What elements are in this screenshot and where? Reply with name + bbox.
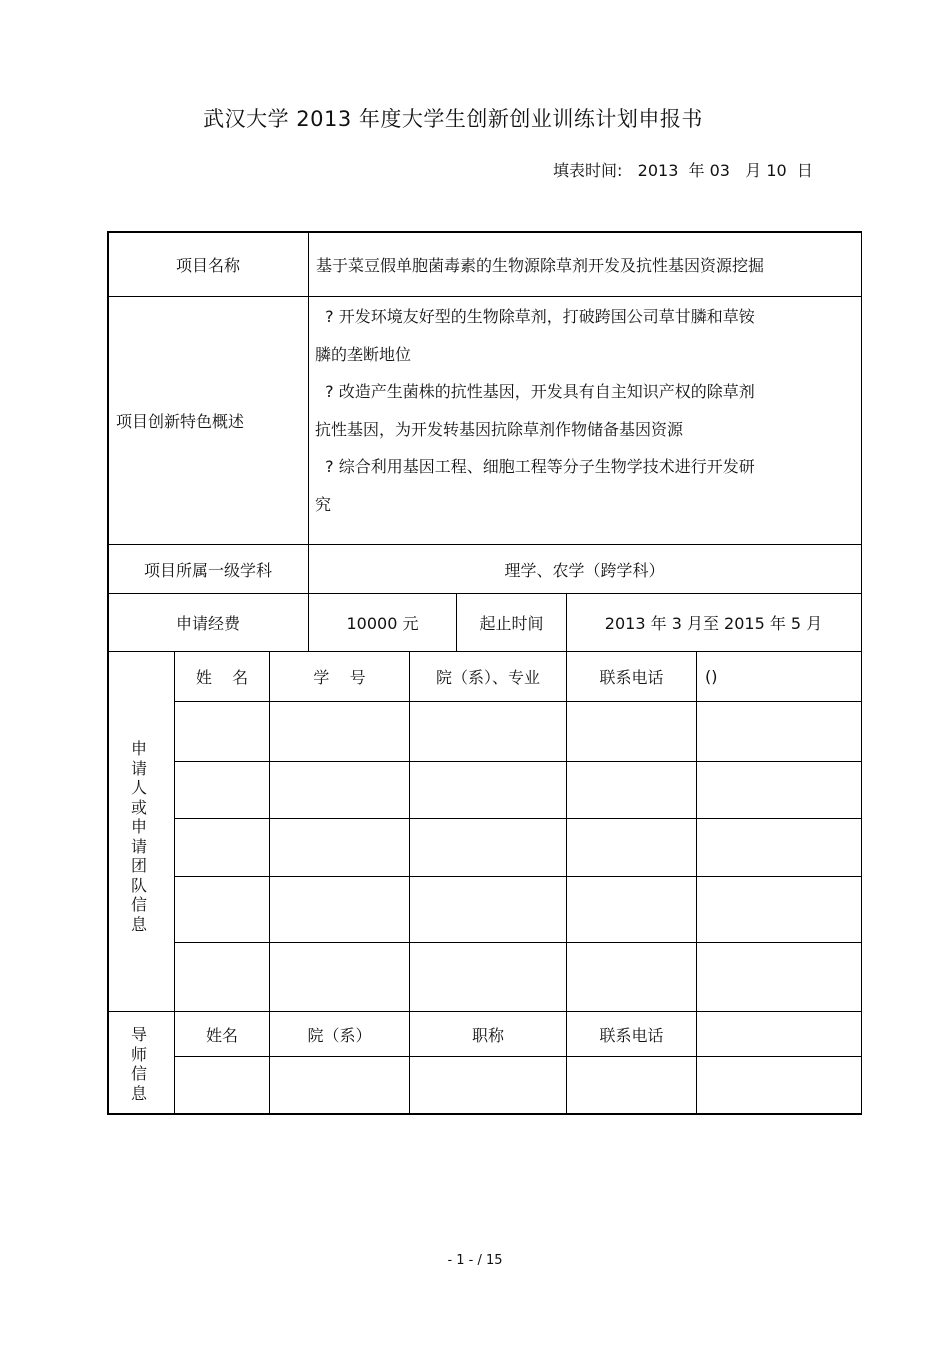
grid-line <box>174 876 862 877</box>
applicant-header-name: 姓 名 <box>195 668 249 687</box>
advisor-side-label: 导师信息 <box>130 1025 147 1103</box>
discipline-value: 理学、农学（跨学科） <box>504 560 665 580</box>
project-name-label: 项目名称 <box>175 255 240 275</box>
advisor-header-department: 院（系） <box>307 1025 372 1045</box>
feature-line: 究 <box>315 494 332 514</box>
page-number: - 1 - / 15 <box>447 1253 503 1268</box>
applicants-side-label: 申请人或申请团队信息 <box>130 739 147 934</box>
grid-line <box>174 701 862 702</box>
fill-date: 填表时间: 2013 年 03 月 10 日 <box>553 161 813 180</box>
advisor-header-phone: 联系电话 <box>599 1025 664 1045</box>
feature-line: ? 开发环境友好型的生物除草剂，打破跨国公司草甘膦和草铵 <box>315 307 755 326</box>
grid-line <box>174 818 862 819</box>
applicant-header-phone: 联系电话 <box>599 668 664 687</box>
table-border-right <box>861 231 863 1114</box>
innovation-features-text <box>315 298 845 524</box>
feature-line: 膦的垄断地位 <box>315 344 412 364</box>
applicant-header-extra: () <box>705 667 718 686</box>
project-name-value: 基于菜豆假单胞菌毒素的生物源除草剂开发及抗性基因资源挖掘 <box>316 255 765 275</box>
advisor-header-extra <box>697 1012 860 1056</box>
advisor-header-title: 职称 <box>471 1025 504 1045</box>
innovation-features-label: 项目创新特色概述 <box>116 412 245 431</box>
grid-line <box>174 1056 862 1057</box>
feature-line: ? 综合利用基因工程、细胞工程等分子生物学技术进行开发研 <box>315 457 755 477</box>
feature-line: 抗性基因，为开发转基因抗除草剂作物储备基因资源 <box>315 419 684 439</box>
applicant-header-student-id: 学 号 <box>313 668 366 687</box>
funding-value: 10000 元 <box>346 614 419 633</box>
grid-line <box>174 761 862 762</box>
period-label: 起止时间 <box>479 614 544 633</box>
grid-line <box>174 942 862 943</box>
feature-line: ? 改造产生菌株的抗性基因，开发具有自主知识产权的除草剂 <box>315 382 755 402</box>
discipline-label: 项目所属一级学科 <box>143 560 272 580</box>
advisor-header-name: 姓名 <box>205 1025 238 1045</box>
document-title: 武汉大学 2013 年度大学生创新创业训练计划申报书 <box>203 107 703 131</box>
period-value: 2013 年 3 月至 2015 年 5 月 <box>604 614 823 633</box>
funding-label: 申请经费 <box>175 614 240 633</box>
applicant-header-department: 院（系）、专业 <box>435 668 540 687</box>
table-border-bottom <box>107 1113 862 1115</box>
